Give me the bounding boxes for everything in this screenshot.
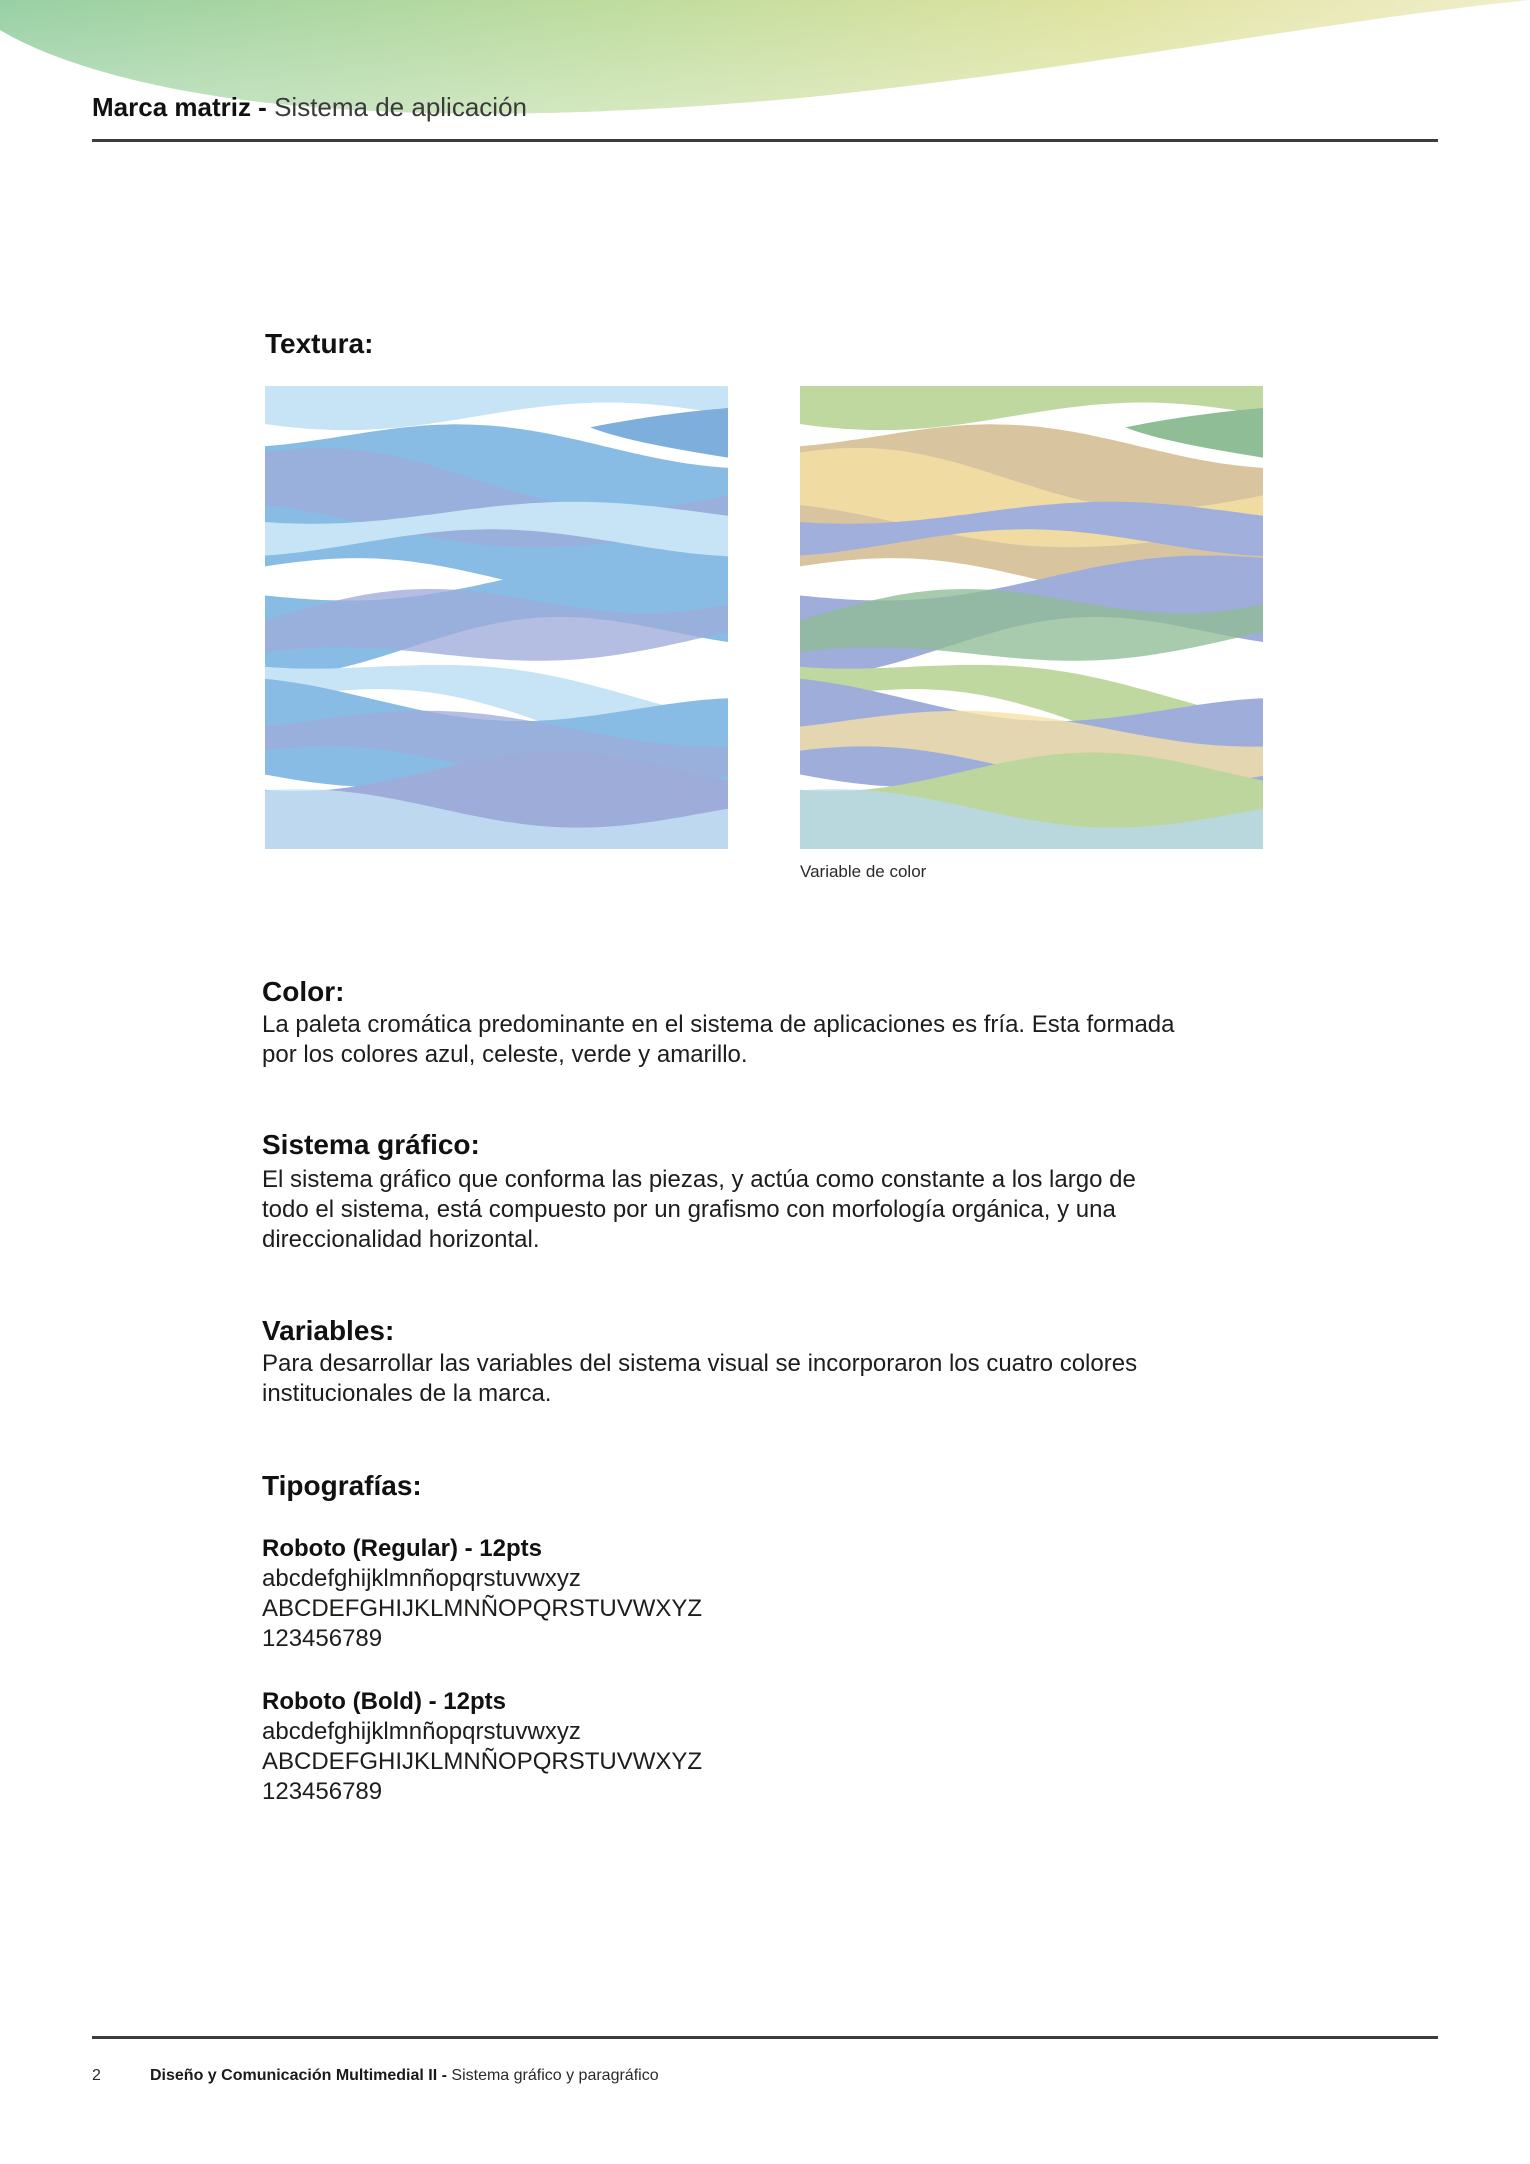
footer-divider (92, 2036, 1438, 2039)
type-sample-uppercase: ABCDEFGHIJKLMNÑOPQRSTUVWXYZ (262, 1595, 703, 1622)
text-line: por los colores azul, celeste, verde y amarillo. (262, 1041, 748, 1068)
texture-svg-blue (265, 386, 728, 849)
texture-caption: Variable de color (800, 862, 927, 881)
header-title: Marca matriz - (92, 92, 267, 122)
texture-svg-color-variant (800, 386, 1263, 849)
section-text-color (262, 1010, 1175, 1070)
texture-image-color-variant (800, 386, 1263, 849)
section-text-variables (262, 1349, 1137, 1409)
text-line: La paleta cromática predominante en el sistema de aplicaciones es fría. Esta formada (262, 1011, 1175, 1038)
type-sample-bold (262, 1687, 702, 1807)
page-header (92, 90, 527, 124)
typography-heading: Tipografías: (262, 1470, 422, 1501)
type-sample-numbers: 123456789 (262, 1625, 383, 1652)
footer-subtitle: Sistema gráfico y paragráfico (451, 2067, 659, 2084)
section-heading-variables: Variables: (262, 1315, 395, 1346)
texture-image-blue (265, 386, 728, 849)
page-number: 2 (92, 2067, 101, 2084)
text-line: todo el sistema, está compuesto por un grafismo con morfología orgánica, y una (262, 1196, 1116, 1223)
footer-title: Diseño y Comunicación Multimedial II - (150, 2067, 447, 2084)
text-line: institucionales de la marca. (262, 1380, 552, 1407)
section-text-graphic-system (262, 1165, 1136, 1255)
footer-text (150, 2066, 659, 2086)
type-sample-label: Roboto (Regular) - 12pts (262, 1535, 542, 1562)
texture-heading: Textura: (265, 328, 374, 359)
text-line: direccionalidad horizontal. (262, 1226, 540, 1253)
type-sample-lowercase: abcdefghijklmnñopqrstuvwxyz (262, 1565, 581, 1592)
header-divider (92, 139, 1438, 142)
type-sample-lowercase: abcdefghijklmnñopqrstuvwxyz (262, 1718, 581, 1745)
text-line: El sistema gráfico que conforma las piezas, y actúa como constante a los largo de (262, 1166, 1136, 1193)
type-sample-numbers: 123456789 (262, 1778, 383, 1805)
type-sample-regular (262, 1534, 702, 1654)
type-sample-label: Roboto (Bold) - 12pts (262, 1688, 506, 1715)
section-heading-color: Color: (262, 976, 345, 1007)
header-subtitle: Sistema de aplicación (274, 92, 527, 122)
section-heading-graphic-system: Sistema gráfico: (262, 1129, 480, 1160)
type-sample-uppercase: ABCDEFGHIJKLMNÑOPQRSTUVWXYZ (262, 1748, 703, 1775)
text-line: Para desarrollar las variables del sistema visual se incorporaron los cuatro colores (262, 1350, 1138, 1377)
